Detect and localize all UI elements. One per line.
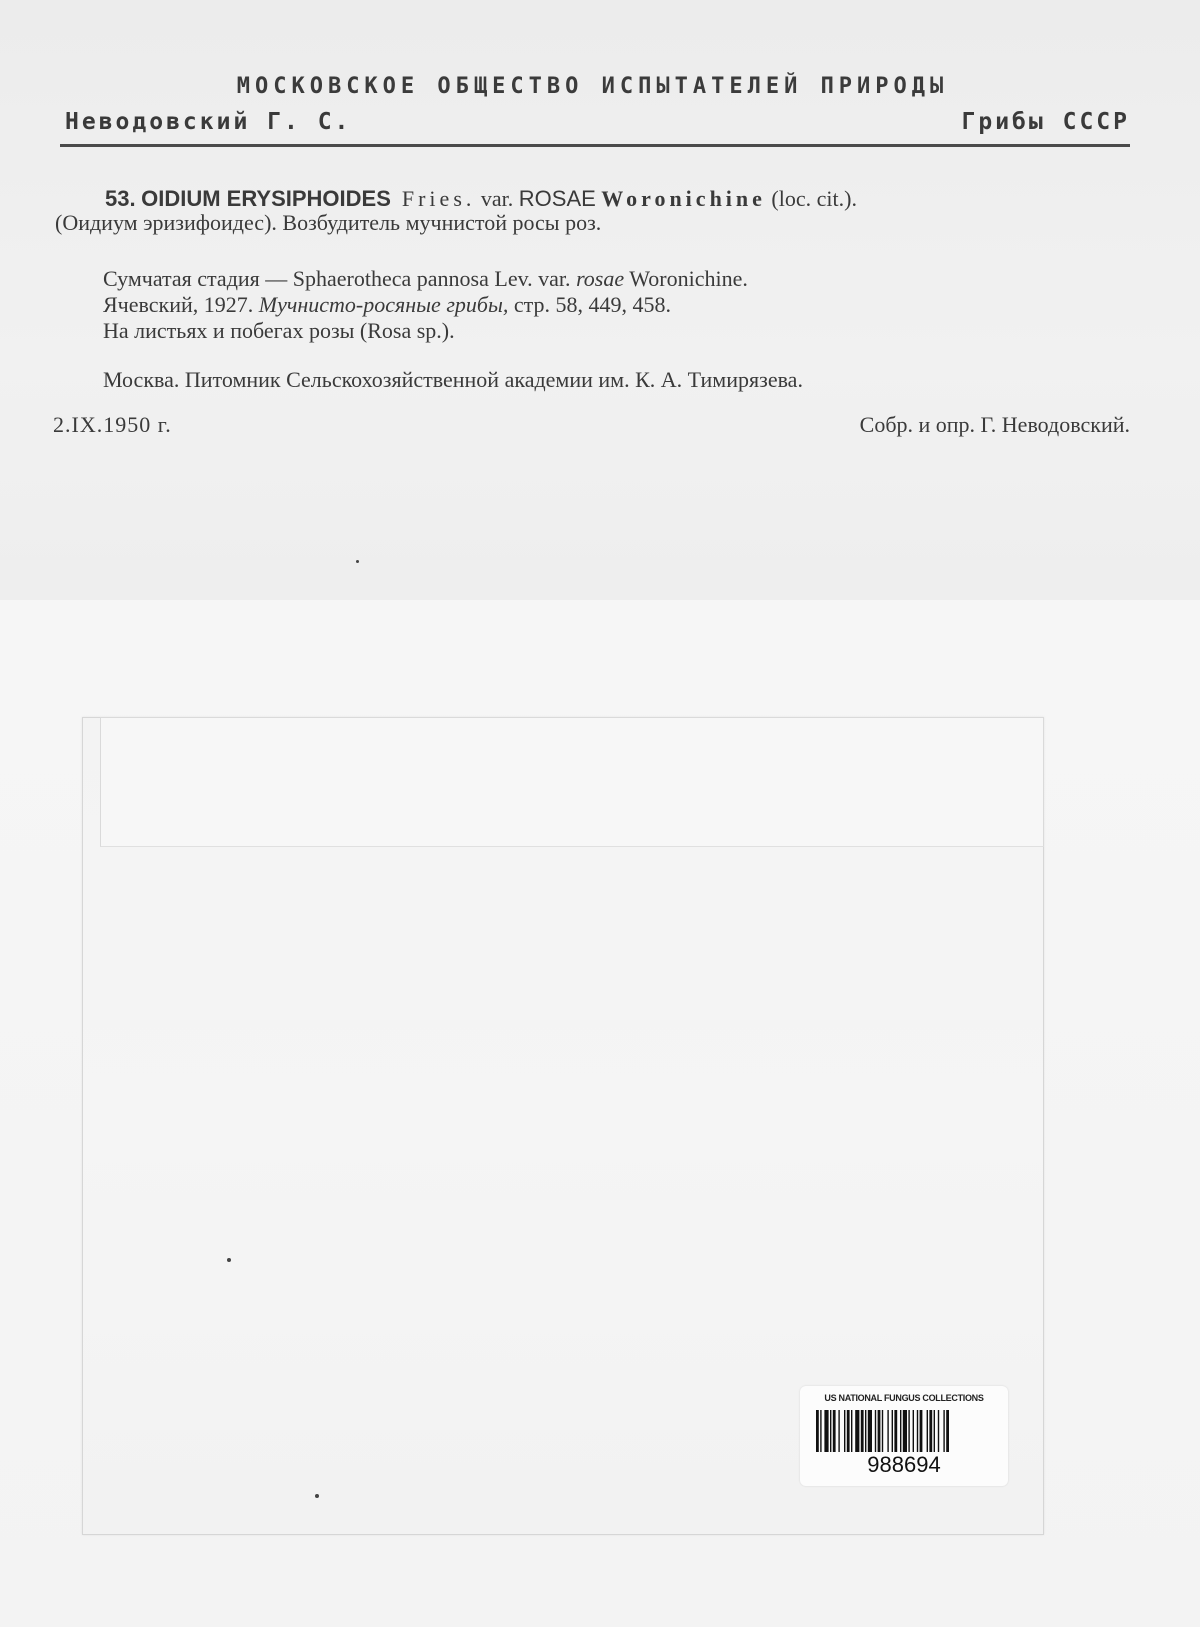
stage-var-name: rosae (576, 266, 625, 291)
barcode-label (800, 1386, 1008, 1486)
speck (356, 560, 359, 563)
speck (315, 1494, 319, 1498)
specimen-label (55, 60, 1130, 460)
barcode-icon (816, 1410, 992, 1452)
collector-line: Собр. и опр. Г. Неводовский. (859, 412, 1130, 437)
stage-var: var. (538, 266, 571, 291)
society-heading: МОСКОВСКОЕ ОБЩЕСТВО ИСПЫТАТЕЛЕЙ ПРИРОДЫ (236, 74, 949, 99)
locality-line: Москва. Питомник Сельскохозяйственной академии им. К. А. Тимирязева. (103, 367, 803, 392)
author-name: Неводовский Г. С. (65, 109, 352, 135)
reference-author: Ячевский, 1927. (103, 292, 254, 317)
species-authority: Fries. (401, 186, 476, 211)
stage-name: Sphaerotheca pannosa Lev. (292, 266, 533, 291)
host-line: На листьях и побегах розы (Rosa sp.). (103, 318, 455, 343)
header-rule (60, 144, 1130, 147)
barcode-header: US NATIONAL FUNGUS COLLECTIONS (824, 1393, 984, 1403)
variety-authority: Woronichine (601, 186, 766, 211)
var-prefix: var. (480, 186, 514, 211)
citation: (loc. cit.). (771, 186, 857, 211)
barcode-number: 988694 (867, 1452, 941, 1477)
packet-flap (100, 717, 1044, 847)
species-number: 53. (105, 186, 136, 211)
stage-prefix: Сумчатая стадия — (103, 266, 288, 291)
reference-line (103, 292, 671, 318)
reference-title: Мучнисто-росяные грибы, (258, 292, 509, 317)
teleomorph-line (103, 266, 748, 292)
species-line (105, 186, 857, 212)
russian-description: (Оидиум эризифоидес). Возбудитель мучнистой росы роз. (55, 210, 602, 235)
stage-var-authority: Woronichine. (629, 266, 748, 291)
variety-name: ROSAE (518, 186, 596, 211)
species-name: OIDIUM ERYSIPHOIDES (141, 186, 391, 211)
collection-date: 2.IX.1950 г. (53, 412, 172, 437)
speck (227, 1258, 231, 1262)
series-title: Грибы СССР (961, 109, 1130, 135)
reference-pages: стр. 58, 449, 458. (513, 292, 672, 317)
